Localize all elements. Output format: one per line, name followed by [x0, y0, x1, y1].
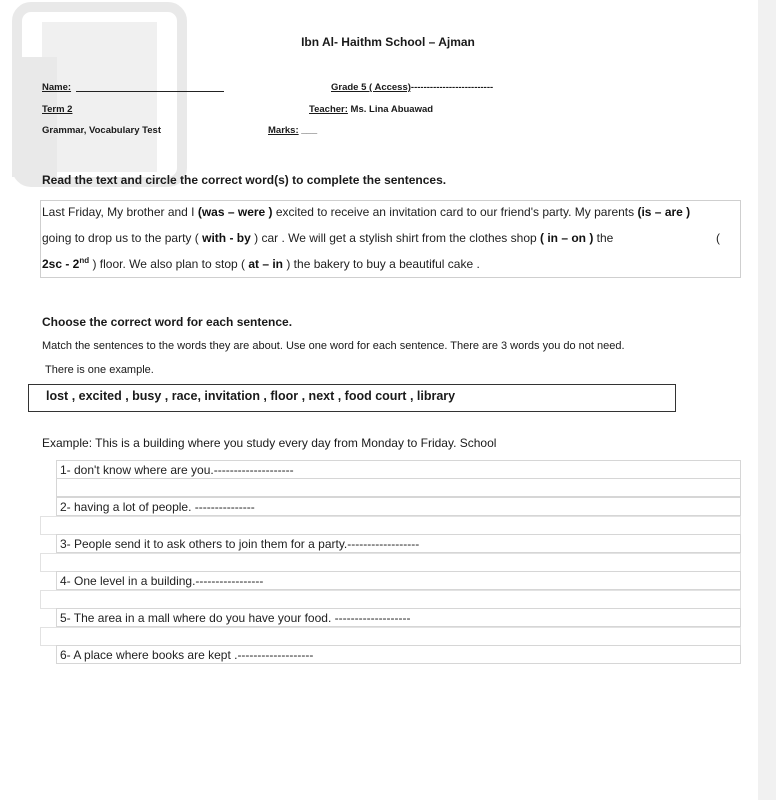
question-6: 6- A place where books are kept .------------------- [60, 648, 314, 662]
name-blank [76, 91, 224, 92]
section2-title: Choose the correct word for each sentence. [42, 315, 293, 329]
passage-line-2: going to drop us to the party ( with - by ) car . We will get a stylish shirt from the clothes shop ( in – on ) the [42, 231, 614, 245]
answer-row [40, 627, 741, 646]
example-sentence: Example: This is a building where you study every day from Monday to Friday. School [42, 436, 497, 450]
question-4: 4- One level in a building.----------------- [60, 574, 264, 588]
question-1: 1- don't know where are you.-------------------- [60, 463, 294, 477]
name-label: Name: [42, 82, 72, 93]
section1-instruction: Read the text and circle the correct word(s) to complete the sentences. [42, 173, 447, 187]
question-2: 2- having a lot of people. --------------- [60, 500, 255, 514]
school-title: Ibn Al- Haithm School – Ajman [301, 35, 475, 49]
answer-row [40, 590, 741, 609]
passage-line-3: 2sc - 2nd ) floor. We also plan to stop ( at – in ) the bakery to buy a beautiful cake . [42, 256, 480, 271]
word-bank: lost , excited , busy , race, invitation , floor , next , food court , library [46, 389, 456, 403]
passage-line-1: Last Friday, My brother and I (was – were ) excited to receive an invitation card to our friend's party. My parents (is – are ) [42, 205, 691, 219]
question-3: 3- People send it to ask others to join them for a party.------------------ [60, 537, 420, 551]
watermark-logo [12, 2, 187, 192]
term-label: Term 2 [42, 104, 73, 115]
page-edge-strip [758, 0, 776, 800]
grade-info: Grade 5 ( Access)-------------------------- [331, 82, 494, 93]
question-5: 5- The area in a mall where do you have your food. ------------------- [60, 611, 411, 625]
answer-row [56, 478, 741, 497]
example-note: There is one example. [45, 364, 154, 376]
test-name: Grammar, Vocabulary Test [42, 125, 161, 136]
answer-row [40, 516, 741, 535]
teacher-info: Teacher: Ms. Lina Abuawad [309, 104, 434, 115]
marks-info: Marks: ___ [268, 125, 318, 136]
passage-line-2-bracket: ( [716, 231, 720, 245]
answer-row [40, 553, 741, 572]
section2-instruction: Match the sentences to the words they are about. Use one word for each sentence. There are 3 words you do not need. [42, 340, 625, 352]
